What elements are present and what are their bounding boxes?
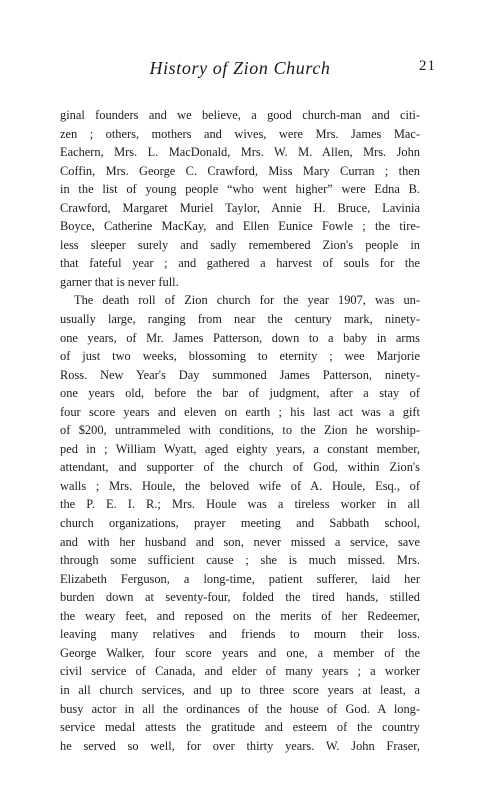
text-line: ginal founders and we believe, a good church-man and citi-: [60, 108, 420, 122]
body-text: [60, 106, 420, 755]
text-line: walls ; Mrs. Houle, the beloved wife of A. Houle, Esq., of: [60, 478, 420, 493]
text-line: Ross. New Year's Day summoned James Patterson, ninety-: [60, 367, 420, 382]
text-line: Boyce, Catherine MacKay, and Ellen Eunice Fowle ; the tire-: [60, 219, 420, 234]
text-line: one years old, before the bar of judgment, after a stay of: [60, 386, 420, 401]
text-line: burden down at seventy-four, folded the tired hands, stilled: [60, 590, 420, 605]
text-line: of $200, untrammeled with conditions, to the Zion he worship-: [60, 423, 420, 438]
text-line: in all church services, and up to three score years at least, a: [60, 682, 420, 697]
text-line: Elizabeth Ferguson, a long-time, patient sufferer, laid her: [60, 571, 420, 586]
text-line: the weary feet, and reposed on the merits of her Redeemer,: [60, 608, 420, 623]
text-line: George Walker, four score years and one, a member of the: [60, 645, 420, 660]
text-line: zen ; others, mothers and wives, were Mrs. James Mac-: [60, 126, 420, 141]
text-line: attendant, and supporter of the church of God, within Zion's: [60, 460, 420, 475]
text-line: Crawford, Margaret Muriel Taylor, Annie H. Bruce, Lavinia: [60, 200, 420, 215]
paragraph-1: [60, 106, 420, 291]
page-header: [60, 58, 436, 82]
text-line: church organizations, prayer meeting and Sabbath school,: [60, 516, 420, 531]
text-line: garner that is never full.: [60, 274, 179, 289]
text-line: service medal attests the gratitude and esteem of the country: [60, 720, 420, 735]
text-line: one years, of Mr. James Patterson, down to a baby in arms: [60, 330, 420, 345]
text-line: leaving many relatives and friends to mourn their loss.: [60, 627, 420, 642]
text-line: he served so well, for over thirty years. W. John Fraser,: [60, 738, 420, 753]
text-line: four score years and eleven on earth ; his last act was a gift: [60, 404, 420, 419]
text-line: Coffin, Mrs. George C. Crawford, Miss Mary Curran ; then: [60, 163, 420, 178]
text-line: usually large, ranging from near the century mark, ninety-: [60, 312, 420, 327]
text-line: of just two weeks, blossoming to eternity ; wee Marjorie: [60, 349, 420, 364]
text-line: in the list of young people “who went higher” were Edna B.: [60, 182, 420, 197]
text-line: through some sufficient cause ; she is much missed. Mrs.: [60, 553, 420, 568]
paragraph-2: [60, 291, 420, 755]
text-line: civil service of Canada, and elder of many years ; a worker: [60, 664, 420, 679]
running-title: History of Zion Church: [149, 58, 331, 78]
text-line: ped in ; William Wyatt, aged eighty years, a constant member,: [60, 441, 420, 456]
text-line: that fateful year ; and gathered a harvest of souls for the: [60, 256, 420, 271]
text-line: The death roll of Zion church for the year 1907, was un-: [74, 293, 420, 308]
text-line: Eachern, Mrs. L. MacDonald, Mrs. W. M. Allen, Mrs. John: [60, 145, 420, 160]
page-number: 21: [419, 58, 436, 74]
text-line: and with her husband and son, never missed a service, save: [60, 534, 420, 549]
text-line: busy actor in all the ordinances of the house of God. A long-: [60, 701, 420, 716]
text-line: less sleeper surely and sadly remembered Zion's people in: [60, 237, 420, 252]
text-line: the P. E. I. R.; Mrs. Houle was a tireless worker in all: [60, 497, 420, 512]
